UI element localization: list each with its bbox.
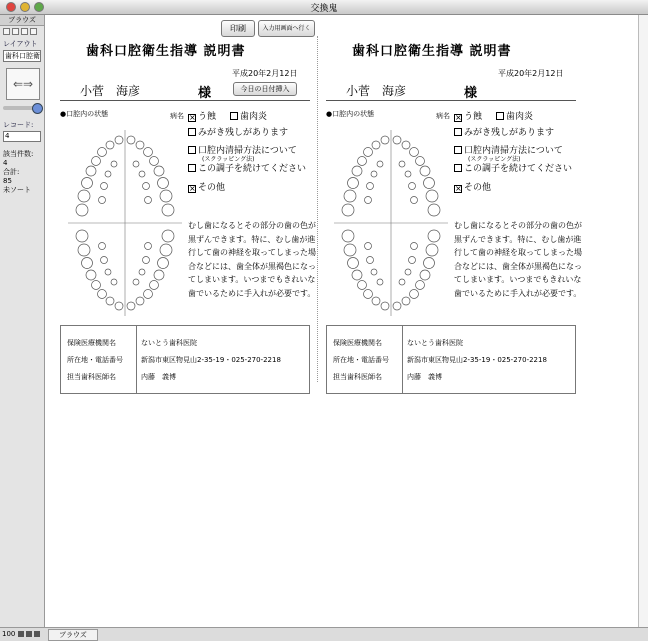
mode-popup[interactable]: ブラウズ [48,629,98,641]
info-divider [136,326,137,393]
checkbox[interactable] [188,164,196,172]
record-slider[interactable] [3,106,41,110]
check-keep[interactable]: この調子を続けてください [188,161,306,174]
document-page-left [60,20,325,420]
total-value: 85 [3,177,12,185]
check-cleaning[interactable]: 口腔内清掃方法について [188,143,297,156]
tool-row [0,26,44,37]
status-bar [0,627,648,641]
address-label: 所在地・電話番号 [333,356,389,364]
found-value: 4 [3,159,8,167]
info-divider [402,326,403,393]
checkbox-checked[interactable]: × [189,184,196,193]
divider [60,100,310,101]
layout-label: レイアウト [3,40,38,48]
doctor-value: 内藤 義博 [141,373,176,381]
zoom-in-icon[interactable] [26,631,32,637]
checkbox[interactable] [230,112,238,120]
document-date: 平成20年2月12日 [232,69,298,78]
clinic-label: 保険医療機関名 [333,339,382,347]
patient-name: 小菅 海彦 [346,84,407,98]
mouth-state-label: ●口腔内の状態 [326,110,375,118]
check-caries[interactable]: × う蝕 [455,112,483,122]
check-leftover[interactable]: みがき残しがあります [454,125,554,138]
layout-popup[interactable]: 歯科口腔衛 [5,52,40,60]
check-gingivitis[interactable]: 歯肉炎 [496,109,533,122]
sort-status: 未ソート [3,186,31,194]
document-title: 歯科口腔衛生指導 説明書 [352,44,512,59]
description-text: むし歯になるとその部分の歯の色が黒ずんできます。特に、むし歯が進行して歯の神経を取ってしまった場合などには、歯全体が黒褐色になってしまいます。いつまでもきれいな歯でいるために手入れが必要です。 [188,221,316,298]
doctor-value: 内藤 義博 [407,373,442,381]
description-text: むし歯になるとその部分の歯の色が黒ずんできます。特に、むし歯が進行して歯の神経を取ってしまった場合などには、歯全体が黒褐色になってしまいます。いつまでもきれいな歯でいるために手入れが必要です。 [454,221,582,298]
lock-tool-icon[interactable] [12,28,19,35]
disease-label: 病名 [436,112,450,120]
zoom-out-icon[interactable] [18,631,24,637]
honorific: 様 [464,86,478,101]
checkbox[interactable] [454,146,462,154]
record-number-field[interactable]: 4 [3,131,41,142]
mode-header: ブラウズ [0,15,44,26]
checkbox-checked[interactable]: × [189,113,196,122]
divider [326,100,576,101]
slider-knob[interactable] [32,103,43,114]
tooth-chart-diagram [66,128,184,318]
checkbox-checked[interactable]: × [455,113,462,122]
page-tool-icon[interactable] [30,28,37,35]
record-book-icon[interactable]: ⇐⇒ [6,68,40,100]
insert-today-button[interactable]: 今日の日付挿入 [233,82,297,96]
check-leftover[interactable]: みがき残しがあります [188,125,288,138]
address-label: 所在地・電話番号 [67,356,123,364]
check-gingivitis[interactable]: 歯肉炎 [230,109,267,122]
checkbox[interactable] [496,112,504,120]
clinic-info-box [60,325,310,394]
print-button[interactable]: 印刷 [221,20,255,37]
checkbox[interactable] [454,164,462,172]
vertical-scrollbar[interactable] [638,15,648,627]
checkbox-checked[interactable]: × [455,184,462,193]
tooth-chart-diagram [332,128,450,318]
honorific: 様 [198,86,212,101]
cleaning-method-note: (スクラッピング法) [468,156,521,163]
zoom-controls [18,631,40,637]
status-area [0,15,45,627]
check-caries[interactable]: × う蝕 [189,112,217,122]
check-other[interactable]: × その他 [189,183,226,193]
checkbox[interactable] [188,128,196,136]
checkbox[interactable] [188,146,196,154]
go-input-screen-button[interactable]: 入力用画面へ行く [258,20,315,37]
window-title: 交換鬼 [310,4,338,14]
address-value: 新潟市東区物見山2-35-19・025-270-2218 [407,356,547,364]
zoom-level[interactable]: 100 [2,630,16,638]
cleaning-method-note: (スクラッピング法) [202,156,255,163]
checkbox[interactable] [454,128,462,136]
window-titlebar [0,0,648,15]
disease-label: 病名 [170,112,184,120]
document-page-right [326,20,591,420]
pointer-tool-icon[interactable] [21,28,28,35]
record-label: レコード: [3,121,34,129]
found-label: 該当件数: [3,150,34,158]
clinic-value: ないとう歯科医院 [141,339,197,347]
status-toggle-icon[interactable] [34,631,40,637]
patient-name: 小菅 海彦 [80,84,141,98]
check-other[interactable]: × その他 [455,183,492,193]
clinic-label: 保険医療機関名 [67,339,116,347]
check-cleaning[interactable]: 口腔内清掃方法について [454,143,563,156]
doctor-label: 担当歯科医師名 [333,373,382,381]
check-keep[interactable]: この調子を続けてください [454,161,572,174]
browse-tool-icon[interactable] [3,28,10,35]
document-title: 歯科口腔衛生指導 説明書 [86,44,246,59]
clinic-info-box [326,325,576,394]
document-date: 平成20年2月12日 [498,69,564,78]
address-value: 新潟市東区物見山2-35-19・025-270-2218 [141,356,281,364]
total-label: 合計: [3,168,20,176]
clinic-value: ないとう歯科医院 [407,339,463,347]
mouth-state-label: ●口腔内の状態 [60,110,109,118]
doctor-label: 担当歯科医師名 [67,373,116,381]
page-boundary [317,36,318,382]
